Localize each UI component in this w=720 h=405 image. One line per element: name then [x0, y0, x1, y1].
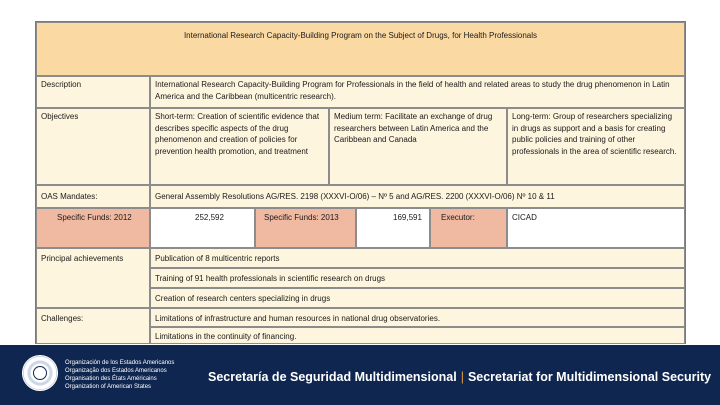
funds-2013-label: Specific Funds: 2013 — [255, 208, 356, 248]
table-title: International Research Capacity-Building Program on the Subject of Drugs, for Health Professionals — [36, 22, 685, 76]
org-name-en: Organization of American States — [65, 384, 152, 390]
description-text: International Research Capacity-Building Program for Professionals in the field of health and related areas to study the drug phenomenon in Latin America and the Caribbean (multicentric research). — [150, 76, 685, 108]
title-separator: | — [460, 370, 464, 384]
funds-2012-value: 252,592 — [150, 208, 255, 248]
objective-long-term: Long-term: Group of researchers specializing in drugs as support and a basis for creating public policies and training of other professionals in the area of scientific research. — [507, 108, 685, 185]
challenge-item: Limitations in the continuity of financing. — [150, 327, 685, 344]
mandates-label: OAS Mandates: — [36, 185, 150, 208]
achievement-item: Publication of 8 multicentric reports — [150, 248, 685, 268]
secretariat-en: Secretariat for Multidimensional Security — [467, 370, 712, 384]
objectives-label: Objectives — [36, 108, 150, 185]
challenge-item: Limitations of infrastructure and human resources in national drug observatories. — [150, 308, 685, 327]
challenges-label: Challenges: — [36, 308, 150, 344]
executor-label: Executor: — [430, 208, 507, 248]
org-name-pt: Organização dos Estados Americanos — [65, 368, 167, 374]
secretariat-es: Secretaría de Seguridad Multidimensional — [208, 370, 457, 384]
mandates-text: General Assembly Resolutions AG/RES. 2198 (XXXVI-O/06) – Nº 5 and AG/RES. 2200 (XXXVI-O/06) Nº 10 & 11 — [150, 185, 685, 208]
funds-2012-label: Specific Funds: 2012 — [36, 208, 150, 248]
achievement-item: Training of 91 health professionals in scientific research on drugs — [150, 268, 685, 288]
description-label: Description — [36, 76, 150, 108]
secretariat-title — [208, 370, 711, 384]
org-name-es: Organización de los Estados Americanos — [65, 360, 175, 366]
achievements-label: Principal achievements — [36, 248, 150, 308]
objective-short-term: Short-term: Creation of scientific evidence that describes specific aspects of the drug phenomenon and creation of policies for prevention health promotion, and treatment — [150, 108, 329, 185]
objective-medium-term: Medium term: Facilitate an exchange of drug researchers between Latin America and the Caribbean and Canada — [329, 108, 507, 185]
org-name-fr: Organisation des États Américains — [65, 376, 157, 382]
executor-value: CICAD — [507, 208, 685, 248]
globe-icon — [33, 366, 47, 380]
funds-2013-value: 169,591 — [356, 208, 430, 248]
achievement-item: Creation of research centers specializing in drugs — [150, 288, 685, 308]
